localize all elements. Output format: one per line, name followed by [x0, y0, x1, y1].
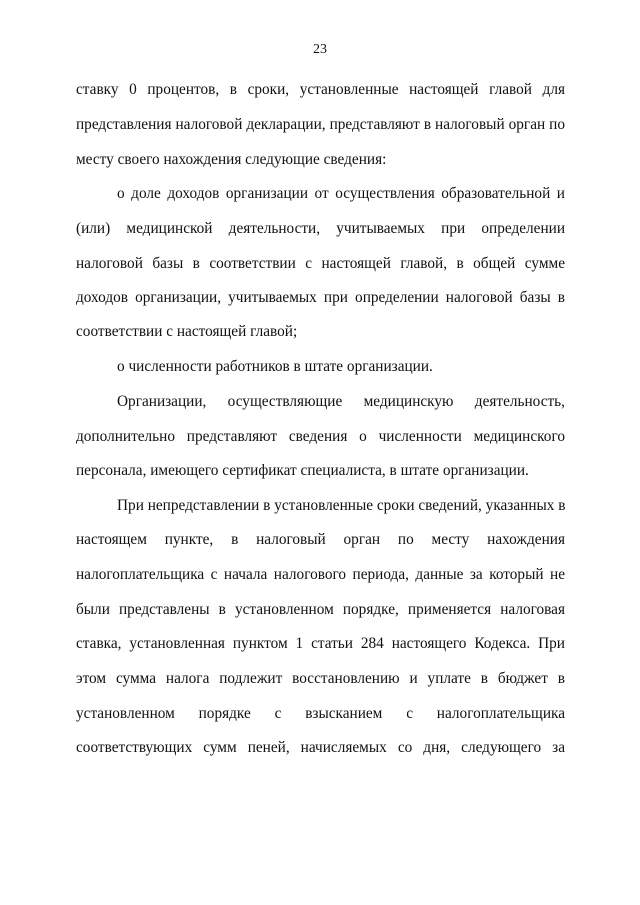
text-line: Организации, осуществляющие медицинскую деятельность, — [117, 393, 565, 410]
text-line: дополнительно представляют сведения о численности медицинского — [76, 428, 565, 445]
text-line: установленном порядке с взысканием с налогоплательщика — [76, 705, 565, 722]
text-line: ставку 0 процентов, в сроки, установленные настоящей главой для — [76, 81, 565, 98]
text-line: персонала, имеющего сертификат специалиста, в штате организации. — [76, 462, 529, 479]
text-line: налоговой базы в соответствии с настоящей главой, в общей сумме — [76, 255, 565, 272]
text-line: о численности работников в штате организации. — [117, 358, 433, 375]
text-line: настоящем пункте, в налоговый орган по месту нахождения — [76, 531, 565, 548]
text-line: соответствии с настоящей главой; — [76, 323, 298, 340]
text-line: о доле доходов организации от осуществления образовательной и — [117, 185, 565, 202]
text-line: представления налоговой декларации, представляют в налоговый орган по — [76, 116, 565, 133]
text-line: ставка, установленная пунктом 1 статьи 284 настоящего Кодекса. При — [76, 635, 565, 652]
text-line: были представлены в установленном порядке, применяется налоговая — [76, 601, 565, 618]
text-line: соответствующих сумм пеней, начисляемых со дня, следующего за — [76, 739, 565, 756]
text-line: этом сумма налога подлежит восстановлению и уплате в бюджет в — [76, 670, 565, 687]
page-number: 23 — [313, 42, 327, 57]
text-line: доходов организации, учитываемых при определении налоговой базы в — [76, 289, 565, 306]
text-line: месту своего нахождения следующие сведения: — [76, 151, 387, 168]
text-line: (или) медицинской деятельности, учитываемых при определении — [76, 220, 565, 237]
text-line: налогоплательщика с начала налогового периода, данные за который не — [76, 566, 565, 583]
text-line: При непредставлении в установленные сроки сведений, указанных в — [117, 497, 566, 514]
